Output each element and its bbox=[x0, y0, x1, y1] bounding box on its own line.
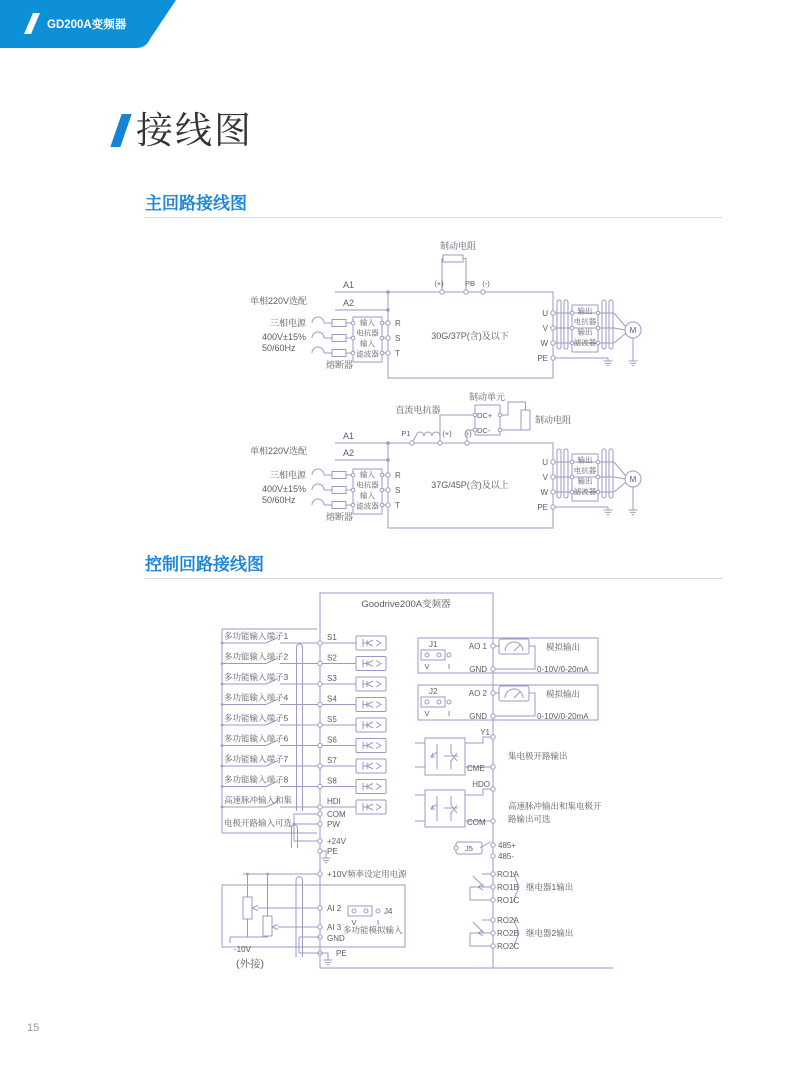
terminal-pb: PB bbox=[464, 279, 476, 288]
label-external: (外接) bbox=[236, 958, 264, 970]
di-term-5: S5 bbox=[327, 715, 337, 724]
label-frequency-2: 50/60Hz bbox=[262, 495, 296, 505]
j1-v: V bbox=[424, 662, 430, 671]
label-three-phase: 三相电源 bbox=[270, 318, 307, 328]
control-circuit-diagram bbox=[210, 585, 740, 995]
term-pw: PW bbox=[327, 820, 340, 829]
terminal-a2: A2 bbox=[343, 298, 355, 308]
terminal-a1-2: A1 bbox=[343, 431, 355, 441]
label-relay1: 继电器1输出 bbox=[526, 882, 574, 892]
section-heading-control: 控制回路接线图 bbox=[145, 555, 264, 574]
label-hdo-output-2: 路输出可选 bbox=[508, 814, 551, 824]
term-ro2c: RO2C bbox=[497, 942, 520, 951]
di-term-8: S8 bbox=[327, 776, 337, 786]
terminal-t-2: T bbox=[395, 501, 400, 510]
di-term-hdi: HDI bbox=[327, 797, 341, 806]
inverter-model-2: 37G/45P(含)及以上 bbox=[431, 480, 509, 490]
label-output-filter-4: 滤波器 bbox=[573, 338, 597, 347]
label-hdo-output-1: 高速脉冲输出和集电极开 bbox=[508, 801, 602, 811]
label-input-filter2-3: 输入 bbox=[360, 491, 375, 500]
di-label-7: 多功能输入端子7 bbox=[224, 754, 289, 764]
label-brake-resistor: 制动电阻 bbox=[439, 241, 477, 251]
term-hdo: HDO bbox=[472, 780, 490, 789]
label-single-phase: 单相220V选配 bbox=[250, 296, 308, 306]
label-voltage: 400V±15% bbox=[262, 332, 306, 342]
di-term-2: S2 bbox=[327, 653, 337, 663]
term-ro1c: RO1C bbox=[497, 896, 520, 905]
page-number: 15 bbox=[27, 1022, 40, 1034]
terminal-pe: PE bbox=[537, 354, 548, 363]
term-y1: Y1 bbox=[480, 728, 490, 737]
label-single-phase-2: 单相220V选配 bbox=[250, 446, 308, 456]
label-analog-out-1: 模拟输出 bbox=[546, 642, 581, 652]
terminal-p1: P1 bbox=[401, 429, 411, 438]
label-relay2: 继电器2输出 bbox=[526, 928, 574, 938]
label-input-filter-1: 输入 bbox=[360, 318, 375, 327]
term-gnd-left: GND bbox=[327, 934, 345, 943]
label-analog-in: 多功能模拟输入 bbox=[343, 925, 403, 935]
title-slash-icon bbox=[110, 114, 131, 147]
jumper-j5: J5 bbox=[465, 844, 473, 853]
term-485-plus: 485+ bbox=[498, 841, 517, 850]
term-ro2b: RO2B bbox=[497, 929, 519, 938]
digital-input-rows bbox=[221, 629, 386, 833]
terminal-s: S bbox=[395, 334, 401, 343]
label-output-filter2-1: 输出 bbox=[577, 455, 593, 465]
relay-output-1 bbox=[470, 870, 573, 905]
j2-i: I bbox=[447, 709, 451, 718]
terminal-minus: (-) bbox=[482, 279, 490, 288]
j4-v: V bbox=[351, 918, 357, 927]
main-circuit-diagram-2 bbox=[240, 388, 780, 548]
diagram2-labels bbox=[250, 391, 637, 522]
label-input-filter2-2: 电抗器 bbox=[356, 480, 379, 490]
product-name: GD200A变频器 bbox=[47, 19, 127, 31]
label-analog-out-2: 模拟输出 bbox=[546, 689, 581, 699]
label-brake-resistor-2: 制动电阻 bbox=[535, 415, 572, 425]
term-com2: COM bbox=[467, 818, 486, 827]
term-ro1a: RO1A bbox=[497, 870, 519, 879]
label-input-filter-3: 输入 bbox=[360, 339, 375, 348]
label-ao1-range: 0-10V/0-20mA bbox=[537, 665, 589, 674]
label-input-filter2-1: 输入 bbox=[360, 470, 375, 479]
di-label-5: 多功能输入端子5 bbox=[224, 713, 289, 723]
terminal-u: U bbox=[542, 309, 548, 318]
di-label-8: 多功能输入端子8 bbox=[224, 774, 289, 785]
page-title: 接线图 bbox=[136, 110, 253, 151]
j4-i: I bbox=[376, 918, 380, 927]
label-frequency: 50/60Hz bbox=[262, 343, 296, 353]
label-input-filter-4: 滤波器 bbox=[356, 349, 379, 359]
hdo-output bbox=[415, 780, 602, 827]
di-term-3: S3 bbox=[327, 674, 337, 683]
terminal-w-2: W bbox=[540, 488, 548, 497]
term-ai3: AI 3 bbox=[327, 923, 342, 932]
term-ao1: AO 1 bbox=[468, 642, 487, 651]
analog-output-2 bbox=[418, 685, 598, 721]
relay-output-2 bbox=[470, 916, 573, 951]
page-title-row bbox=[110, 112, 253, 149]
di-label-hdi-2: 电极开路输入可选 bbox=[224, 818, 293, 828]
terminal-dc-plus: DC+ bbox=[477, 411, 493, 420]
terminal-r-2: R bbox=[395, 471, 401, 480]
label-three-phase-2: 三相电源 bbox=[270, 470, 307, 480]
di-label-hdi: 高速脉冲输入和集 bbox=[224, 795, 293, 805]
j2-v: V bbox=[424, 709, 430, 718]
label-output-filter2-4: 滤波器 bbox=[573, 487, 597, 496]
control-box-title: Goodrive200A变频器 bbox=[361, 599, 451, 610]
terminal-v: V bbox=[542, 324, 548, 333]
rs485-section bbox=[454, 841, 516, 861]
di-label-3: 多功能输入端子3 bbox=[224, 672, 289, 682]
label-neg10: -10V bbox=[234, 945, 251, 954]
term-pe-ctrl: PE bbox=[327, 847, 338, 856]
terminal-s-2: S bbox=[395, 486, 401, 495]
terminal-dc-minus: DC- bbox=[477, 426, 491, 435]
term-485-minus: 485- bbox=[498, 852, 515, 861]
term-gnd1: GND bbox=[469, 665, 487, 674]
term-24v: +24V bbox=[327, 837, 346, 846]
di-term-1: S1 bbox=[327, 633, 337, 642]
di-term-4: S4 bbox=[327, 694, 337, 704]
analog-output-1 bbox=[418, 638, 598, 674]
power-terminals bbox=[292, 810, 347, 863]
label-oc-output: 集电极开路输出 bbox=[508, 751, 568, 761]
jumper-j4: J4 bbox=[384, 907, 393, 916]
label-voltage-2: 400V±15% bbox=[262, 484, 306, 494]
term-ao2: AO 2 bbox=[468, 689, 487, 698]
terminal-u-2: U bbox=[542, 458, 548, 467]
motor-label: M bbox=[629, 326, 637, 335]
di-term-7: S7 bbox=[327, 756, 337, 765]
jumper-j2: J2 bbox=[429, 687, 438, 696]
label-output-filter-1: 输出 bbox=[577, 306, 593, 316]
section-heading-main: 主回路接线图 bbox=[145, 194, 247, 213]
label-output-filter2-3: 输出 bbox=[577, 476, 593, 486]
term-ai2: AI 2 bbox=[327, 904, 342, 913]
term-pe2: PE bbox=[336, 949, 347, 958]
label-output-filter2-2: 电抗器 bbox=[573, 466, 597, 475]
terminal-plus: (+) bbox=[434, 279, 444, 288]
term-ro2a: RO2A bbox=[497, 916, 519, 925]
section-rule-control bbox=[145, 578, 722, 579]
terminal-t: T bbox=[395, 349, 400, 358]
terminal-a1: A1 bbox=[343, 280, 355, 290]
label-ao2-range: 0-10V/0-20mA bbox=[537, 712, 589, 721]
di-label-6: 多功能输入端子6 bbox=[224, 733, 289, 744]
analog-input-section bbox=[222, 869, 407, 970]
label-fuse-2: 熔断器 bbox=[326, 512, 354, 522]
label-output-filter-2: 电抗器 bbox=[573, 317, 597, 326]
motor-label-2: M bbox=[629, 475, 637, 484]
terminal-a2-2: A2 bbox=[343, 448, 355, 458]
label-input-filter2-4: 滤波器 bbox=[356, 501, 379, 511]
terminal-pe-2: PE bbox=[537, 503, 548, 512]
terminal-v-2: V bbox=[542, 473, 548, 482]
di-label-1: 多功能输入端子1 bbox=[224, 631, 289, 641]
j1-i: I bbox=[447, 662, 451, 671]
di-label-2: 多功能输入端子2 bbox=[224, 651, 289, 662]
term-cme: CME bbox=[467, 764, 485, 773]
label-fuse: 熔断器 bbox=[326, 360, 354, 370]
terminal-plus-2: (+) bbox=[442, 429, 452, 438]
section-rule-main bbox=[145, 217, 722, 218]
label-input-filter-2: 电抗器 bbox=[356, 328, 379, 338]
main-circuit-diagram-1 bbox=[240, 232, 780, 388]
term-com: COM bbox=[327, 810, 346, 819]
term-ro1b: RO1B bbox=[497, 883, 519, 892]
header-banner bbox=[0, 0, 210, 48]
label-output-filter-3: 输出 bbox=[577, 327, 593, 337]
di-term-6: S6 bbox=[327, 735, 337, 745]
terminal-r: R bbox=[395, 319, 401, 328]
jumper-j1: J1 bbox=[429, 640, 438, 649]
label-dc-reactor: 直流电抗器 bbox=[395, 405, 441, 415]
terminal-w: W bbox=[540, 339, 548, 348]
term-gnd2: GND bbox=[469, 712, 487, 721]
inverter-model: 30G/37P(含)及以下 bbox=[431, 331, 509, 341]
terminal-minus-2: (-) bbox=[464, 429, 472, 438]
label-brake-unit: 制动单元 bbox=[468, 392, 506, 402]
term-10v: +10V频率设定用电源 bbox=[327, 869, 407, 879]
open-collector-output bbox=[415, 728, 568, 775]
di-label-4: 多功能输入端子4 bbox=[224, 692, 289, 703]
